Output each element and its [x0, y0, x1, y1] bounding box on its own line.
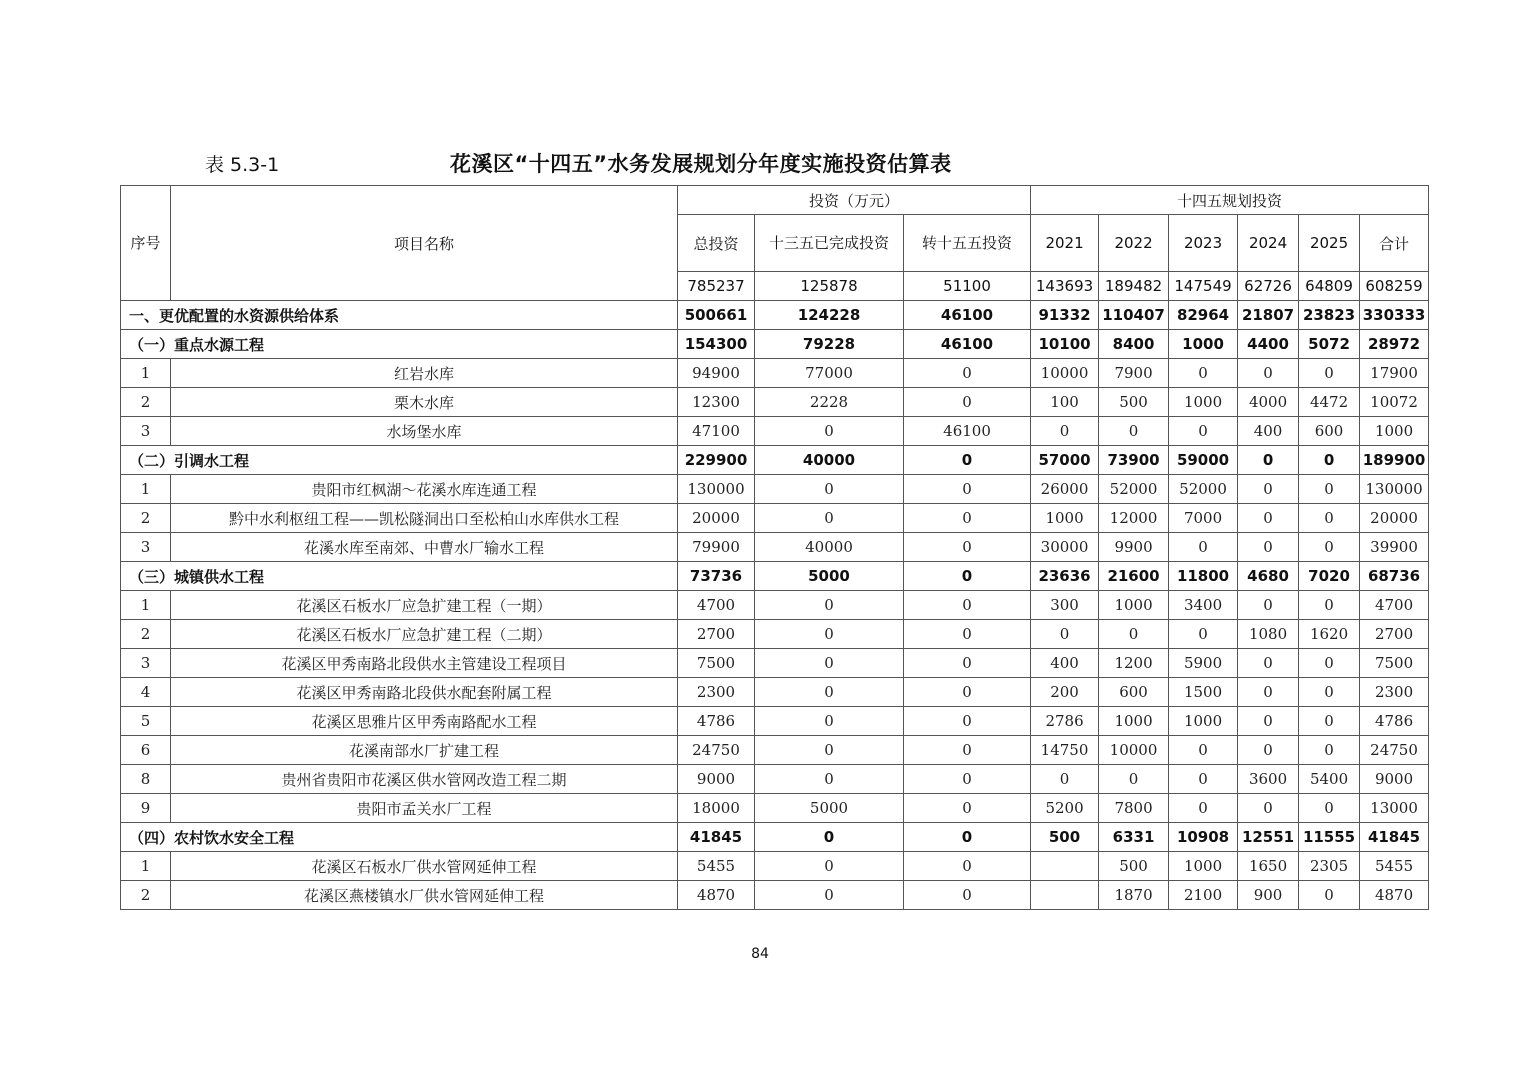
value-cell: 4680	[1238, 562, 1299, 591]
value-cell: 1620	[1299, 620, 1360, 649]
project-name-cell: 黔中水利枢纽工程——凯松隧洞出口至松柏山水库供水工程	[171, 504, 678, 533]
value-cell: 20000	[678, 504, 755, 533]
value-cell: 0	[1238, 359, 1299, 388]
value-cell: 17900	[1360, 359, 1429, 388]
value-cell: 4000	[1238, 388, 1299, 417]
value-cell: 0	[1169, 736, 1238, 765]
table-row	[121, 707, 1429, 736]
value-cell: 0	[1238, 533, 1299, 562]
section-row	[121, 562, 1429, 591]
value-cell: 20000	[1360, 504, 1429, 533]
value-cell: 9000	[1360, 765, 1429, 794]
table-row	[121, 591, 1429, 620]
completed-header: 十三五已完成投资	[755, 215, 904, 272]
project-name-cell: 贵州省贵阳市花溪区供水管网改造工程二期	[171, 765, 678, 794]
value-cell: 0	[1169, 359, 1238, 388]
name-header: 项目名称	[171, 186, 678, 301]
value-cell: 1000	[1169, 388, 1238, 417]
seq-cell: 4	[121, 678, 171, 707]
table-row	[121, 765, 1429, 794]
document-title: 花溪区“十四五”水务发展规划分年度实施投资估算表	[450, 152, 952, 176]
seq-cell: 5	[121, 707, 171, 736]
section-name: （二）引调水工程	[121, 446, 678, 475]
total-cell: 147549	[1169, 272, 1238, 301]
value-cell: 0	[1299, 678, 1360, 707]
table-row	[121, 736, 1429, 765]
value-cell: 0	[904, 620, 1031, 649]
value-cell: 4472	[1299, 388, 1360, 417]
value-cell: 0	[755, 881, 904, 910]
value-cell: 11555	[1299, 823, 1360, 852]
value-cell: 41845	[678, 823, 755, 852]
value-cell: 0	[1238, 794, 1299, 823]
total-cell: 51100	[904, 272, 1031, 301]
investment-table	[120, 185, 1429, 910]
seq-cell: 8	[121, 765, 171, 794]
value-cell: 0	[1169, 794, 1238, 823]
value-cell: 39900	[1360, 533, 1429, 562]
value-cell: 4870	[678, 881, 755, 910]
year-2025-header: 2025	[1299, 215, 1360, 272]
value-cell: 900	[1238, 881, 1299, 910]
value-cell: 124228	[755, 301, 904, 330]
section-name: （三）城镇供水工程	[121, 562, 678, 591]
total-cell: 64809	[1299, 272, 1360, 301]
value-cell: 130000	[678, 475, 755, 504]
value-cell: 73736	[678, 562, 755, 591]
value-cell: 1650	[1238, 852, 1299, 881]
value-cell: 0	[755, 620, 904, 649]
value-cell: 4700	[678, 591, 755, 620]
value-cell: 24750	[678, 736, 755, 765]
value-cell: 79900	[678, 533, 755, 562]
seq-cell: 3	[121, 649, 171, 678]
value-cell: 600	[1099, 678, 1169, 707]
value-cell: 0	[1299, 736, 1360, 765]
page-number: 84	[751, 946, 769, 962]
value-cell: 400	[1238, 417, 1299, 446]
table-row	[121, 417, 1429, 446]
value-cell: 200	[1031, 678, 1099, 707]
value-cell: 0	[755, 852, 904, 881]
value-cell: 0	[1299, 475, 1360, 504]
value-cell: 4870	[1360, 881, 1429, 910]
value-cell: 0	[755, 707, 904, 736]
year-2021-header: 2021	[1031, 215, 1099, 272]
value-cell: 5455	[678, 852, 755, 881]
value-cell: 4786	[678, 707, 755, 736]
value-cell: 7500	[1360, 649, 1429, 678]
value-cell: 2300	[1360, 678, 1429, 707]
value-cell: 0	[755, 678, 904, 707]
value-cell: 0	[1238, 649, 1299, 678]
project-name-cell: 贵阳市孟关水厂工程	[171, 794, 678, 823]
project-name-cell: 花溪区石板水厂供水管网延伸工程	[171, 852, 678, 881]
value-cell: 3600	[1238, 765, 1299, 794]
value-cell: 300	[1031, 591, 1099, 620]
value-cell: 1000	[1099, 591, 1169, 620]
value-cell: 3400	[1169, 591, 1238, 620]
value-cell: 4400	[1238, 330, 1299, 359]
value-cell: 82964	[1169, 301, 1238, 330]
value-cell: 5200	[1031, 794, 1099, 823]
total-cell: 62726	[1238, 272, 1299, 301]
value-cell: 41845	[1360, 823, 1429, 852]
value-cell: 0	[904, 388, 1031, 417]
project-name-cell: 花溪水库至南郊、中曹水厂输水工程	[171, 533, 678, 562]
project-name-cell: 花溪区甲秀南路北段供水主管建设工程项目	[171, 649, 678, 678]
value-cell: 0	[1169, 417, 1238, 446]
value-cell: 10000	[1099, 736, 1169, 765]
value-cell: 0	[755, 765, 904, 794]
value-cell: 0	[1099, 417, 1169, 446]
value-cell: 130000	[1360, 475, 1429, 504]
value-cell: 5000	[755, 562, 904, 591]
value-cell: 46100	[904, 330, 1031, 359]
value-cell: 0	[755, 649, 904, 678]
value-cell: 0	[904, 736, 1031, 765]
value-cell: 1000	[1169, 852, 1238, 881]
value-cell: 5900	[1169, 649, 1238, 678]
seq-cell: 1	[121, 591, 171, 620]
year-2022-header: 2022	[1099, 215, 1169, 272]
total-cell: 608259	[1360, 272, 1429, 301]
value-cell: 1000	[1169, 707, 1238, 736]
value-cell: 0	[1099, 765, 1169, 794]
value-cell: 110407	[1099, 301, 1169, 330]
project-name-cell: 水场堡水库	[171, 417, 678, 446]
value-cell: 6331	[1099, 823, 1169, 852]
project-name-cell: 花溪区石板水厂应急扩建工程（二期）	[171, 620, 678, 649]
investment-group-header: 投资（万元）	[678, 186, 1031, 215]
table-row	[121, 881, 1429, 910]
total-cell: 143693	[1031, 272, 1099, 301]
value-cell: 0	[1299, 533, 1360, 562]
project-name-cell: 红岩水库	[171, 359, 678, 388]
value-cell: 1000	[1360, 417, 1429, 446]
value-cell: 52000	[1099, 475, 1169, 504]
value-cell: 2700	[678, 620, 755, 649]
value-cell: 18000	[678, 794, 755, 823]
value-cell: 7500	[678, 649, 755, 678]
transfer-header: 转十五五投资	[904, 215, 1031, 272]
value-cell: 0	[1238, 736, 1299, 765]
value-cell: 0	[904, 649, 1031, 678]
value-cell: 0	[904, 765, 1031, 794]
value-cell: 23636	[1031, 562, 1099, 591]
value-cell: 500	[1031, 823, 1099, 852]
value-cell: 10072	[1360, 388, 1429, 417]
value-cell: 10100	[1031, 330, 1099, 359]
value-cell: 500661	[678, 301, 755, 330]
value-cell: 12551	[1238, 823, 1299, 852]
value-cell: 0	[904, 533, 1031, 562]
value-cell: 0	[904, 794, 1031, 823]
section-name: （一）重点水源工程	[121, 330, 678, 359]
value-cell: 0	[904, 823, 1031, 852]
table-row	[121, 475, 1429, 504]
value-cell: 0	[1299, 707, 1360, 736]
value-cell: 0	[1299, 794, 1360, 823]
table-row	[121, 504, 1429, 533]
table-row	[121, 388, 1429, 417]
section-name: 一、更优配置的水资源供给体系	[121, 301, 678, 330]
value-cell: 73900	[1099, 446, 1169, 475]
value-cell: 400	[1031, 649, 1099, 678]
seq-cell: 2	[121, 881, 171, 910]
value-cell: 0	[755, 736, 904, 765]
value-cell: 2228	[755, 388, 904, 417]
table-row	[121, 533, 1429, 562]
value-cell: 7000	[1169, 504, 1238, 533]
value-cell: 46100	[904, 301, 1031, 330]
seq-cell: 2	[121, 620, 171, 649]
value-cell: 0	[1299, 591, 1360, 620]
seq-cell: 1	[121, 475, 171, 504]
value-cell: 0	[755, 417, 904, 446]
section-row	[121, 446, 1429, 475]
value-cell: 100	[1031, 388, 1099, 417]
table-number: 表 5.3-1	[205, 154, 280, 176]
value-cell: 30000	[1031, 533, 1099, 562]
value-cell: 500	[1099, 852, 1169, 881]
value-cell: 0	[904, 359, 1031, 388]
value-cell: 1000	[1031, 504, 1099, 533]
value-cell: 5455	[1360, 852, 1429, 881]
value-cell: 77000	[755, 359, 904, 388]
value-cell: 5000	[755, 794, 904, 823]
value-cell: 0	[1238, 446, 1299, 475]
value-cell: 21600	[1099, 562, 1169, 591]
value-cell: 0	[1238, 475, 1299, 504]
value-cell: 68736	[1360, 562, 1429, 591]
value-cell: 5072	[1299, 330, 1360, 359]
value-cell: 0	[1238, 707, 1299, 736]
value-cell: 59000	[1169, 446, 1238, 475]
value-cell: 7900	[1099, 359, 1169, 388]
value-cell: 4786	[1360, 707, 1429, 736]
value-cell: 46100	[904, 417, 1031, 446]
table-row	[121, 852, 1429, 881]
header-row-1	[121, 186, 1429, 215]
project-name-cell: 花溪南部水厂扩建工程	[171, 736, 678, 765]
year-2023-header: 2023	[1169, 215, 1238, 272]
project-name-cell: 栗木水库	[171, 388, 678, 417]
value-cell: 1870	[1099, 881, 1169, 910]
value-cell: 7020	[1299, 562, 1360, 591]
value-cell: 0	[904, 678, 1031, 707]
sum-header: 合计	[1360, 215, 1429, 272]
seq-cell: 9	[121, 794, 171, 823]
value-cell: 9000	[678, 765, 755, 794]
section-row	[121, 330, 1429, 359]
value-cell: 28972	[1360, 330, 1429, 359]
value-cell: 5400	[1299, 765, 1360, 794]
value-cell	[1031, 852, 1099, 881]
value-cell: 10908	[1169, 823, 1238, 852]
total-cell: 785237	[678, 272, 755, 301]
value-cell: 0	[904, 475, 1031, 504]
value-cell: 0	[1238, 678, 1299, 707]
value-cell: 1080	[1238, 620, 1299, 649]
value-cell: 8400	[1099, 330, 1169, 359]
year-2024-header: 2024	[1238, 215, 1299, 272]
value-cell: 12300	[678, 388, 755, 417]
value-cell: 40000	[755, 533, 904, 562]
value-cell: 0	[755, 475, 904, 504]
value-cell: 1000	[1099, 707, 1169, 736]
section-row	[121, 301, 1429, 330]
value-cell: 4700	[1360, 591, 1429, 620]
seq-cell: 3	[121, 417, 171, 446]
value-cell: 13000	[1360, 794, 1429, 823]
value-cell: 2100	[1169, 881, 1238, 910]
value-cell: 52000	[1169, 475, 1238, 504]
seq-cell: 1	[121, 359, 171, 388]
value-cell: 0	[904, 562, 1031, 591]
value-cell: 0	[904, 591, 1031, 620]
project-name-cell: 花溪区燕楼镇水厂供水管网延伸工程	[171, 881, 678, 910]
value-cell: 12000	[1099, 504, 1169, 533]
project-name-cell: 花溪区石板水厂应急扩建工程（一期）	[171, 591, 678, 620]
value-cell: 40000	[755, 446, 904, 475]
value-cell: 2300	[678, 678, 755, 707]
value-cell: 2305	[1299, 852, 1360, 881]
value-cell: 91332	[1031, 301, 1099, 330]
value-cell: 24750	[1360, 736, 1429, 765]
seq-cell: 1	[121, 852, 171, 881]
value-cell: 600	[1299, 417, 1360, 446]
value-cell	[1031, 881, 1099, 910]
value-cell: 0	[1099, 620, 1169, 649]
value-cell: 79228	[755, 330, 904, 359]
value-cell: 0	[1299, 881, 1360, 910]
table-row	[121, 678, 1429, 707]
seq-cell: 6	[121, 736, 171, 765]
value-cell: 0	[1031, 620, 1099, 649]
total-cell: 189482	[1099, 272, 1169, 301]
value-cell: 0	[904, 446, 1031, 475]
value-cell: 2700	[1360, 620, 1429, 649]
value-cell: 0	[1238, 591, 1299, 620]
seq-cell: 2	[121, 388, 171, 417]
value-cell: 500	[1099, 388, 1169, 417]
value-cell: 94900	[678, 359, 755, 388]
value-cell: 47100	[678, 417, 755, 446]
value-cell: 1500	[1169, 678, 1238, 707]
section-name: （四）农村饮水安全工程	[121, 823, 678, 852]
value-cell: 0	[904, 852, 1031, 881]
section-row	[121, 823, 1429, 852]
value-cell: 189900	[1360, 446, 1429, 475]
value-cell: 0	[755, 591, 904, 620]
value-cell: 9900	[1099, 533, 1169, 562]
value-cell: 0	[904, 707, 1031, 736]
seq-cell: 2	[121, 504, 171, 533]
value-cell: 0	[1169, 765, 1238, 794]
value-cell: 0	[1299, 504, 1360, 533]
value-cell: 7800	[1099, 794, 1169, 823]
value-cell: 0	[1299, 649, 1360, 678]
project-name-cell: 贵阳市红枫湖～花溪水库连通工程	[171, 475, 678, 504]
value-cell: 1000	[1169, 330, 1238, 359]
value-cell: 154300	[678, 330, 755, 359]
table-row	[121, 359, 1429, 388]
value-cell: 0	[1299, 359, 1360, 388]
value-cell: 14750	[1031, 736, 1099, 765]
value-cell: 26000	[1031, 475, 1099, 504]
value-cell: 0	[1169, 533, 1238, 562]
value-cell: 21807	[1238, 301, 1299, 330]
value-cell: 0	[904, 504, 1031, 533]
table-row	[121, 620, 1429, 649]
value-cell: 0	[904, 881, 1031, 910]
table-row	[121, 649, 1429, 678]
plan-group-header: 十四五规划投资	[1031, 186, 1429, 215]
project-name-cell: 花溪区思雅片区甲秀南路配水工程	[171, 707, 678, 736]
value-cell: 57000	[1031, 446, 1099, 475]
value-cell: 0	[755, 823, 904, 852]
value-cell: 10000	[1031, 359, 1099, 388]
value-cell: 0	[1031, 417, 1099, 446]
value-cell: 0	[755, 504, 904, 533]
total-cell: 125878	[755, 272, 904, 301]
value-cell: 0	[1238, 504, 1299, 533]
value-cell: 0	[1299, 446, 1360, 475]
value-cell: 23823	[1299, 301, 1360, 330]
value-cell: 0	[1169, 620, 1238, 649]
table-row	[121, 794, 1429, 823]
value-cell: 0	[1031, 765, 1099, 794]
total-header: 总投资	[678, 215, 755, 272]
value-cell: 1200	[1099, 649, 1169, 678]
seq-header: 序号	[121, 186, 171, 301]
value-cell: 11800	[1169, 562, 1238, 591]
seq-cell: 3	[121, 533, 171, 562]
value-cell: 330333	[1360, 301, 1429, 330]
value-cell: 2786	[1031, 707, 1099, 736]
project-name-cell: 花溪区甲秀南路北段供水配套附属工程	[171, 678, 678, 707]
value-cell: 229900	[678, 446, 755, 475]
